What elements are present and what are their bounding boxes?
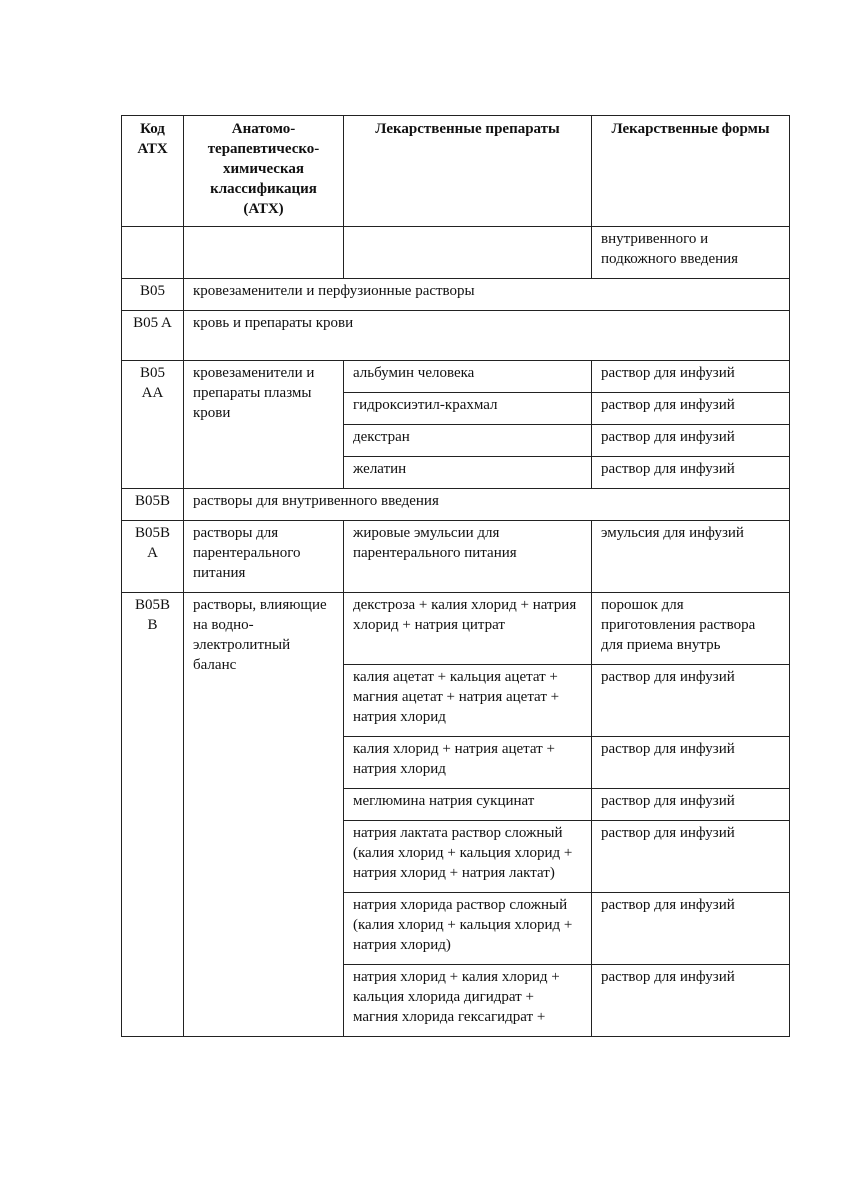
drug-name: гидроксиэтил-крахмал: [344, 393, 592, 425]
continuation-row: [122, 227, 790, 279]
drug-form: эмульсия для инфузий: [592, 521, 790, 593]
drug-name: желатин: [344, 457, 592, 489]
drug-form: раствор для инфузий: [592, 737, 790, 789]
group-code: B05: [122, 279, 184, 311]
header-classification: Анатомо-терапевтическо-химическая классификация (АТХ): [184, 116, 344, 227]
drug-form: раствор для инфузий: [592, 425, 790, 457]
group-name: кровезаменители и перфузионные растворы: [184, 279, 790, 311]
drug-form: раствор для инфузий: [592, 665, 790, 737]
drug-form: порошок для приготовления раствора для приема внутрь: [592, 593, 790, 665]
group-row-b05ba: [122, 521, 790, 593]
drug-form: раствор для инфузий: [592, 821, 790, 893]
group-name: растворы для парентерального питания: [184, 521, 344, 593]
group-row-b05aa: [122, 361, 790, 393]
table-cell: [344, 227, 592, 279]
table-cell: [122, 227, 184, 279]
drug-name: декстроза + калия хлорид + натрия хлорид + натрия цитрат: [344, 593, 592, 665]
drug-name: калия хлорид + натрия ацетат + натрия хлорид: [344, 737, 592, 789]
group-row-b05a: [122, 311, 790, 361]
group-code: B05 AA: [122, 361, 184, 489]
header-drugs: Лекарственные препараты: [344, 116, 592, 227]
drug-form: раствор для инфузий: [592, 789, 790, 821]
header-forms: Лекарственные формы: [592, 116, 790, 227]
group-name: кровь и препараты крови: [184, 311, 790, 361]
group-row-b05bb: [122, 593, 790, 665]
group-row-b05: [122, 279, 790, 311]
drug-name: декстран: [344, 425, 592, 457]
continuation-form: внутривенного и подкожного введения: [592, 227, 790, 279]
group-code: B05B: [122, 489, 184, 521]
drug-name: натрия хлорид + калия хлорид + кальция хлорида дигидрат + магния хлорида гексагидрат +: [344, 965, 592, 1037]
group-code: B05 A: [122, 311, 184, 361]
drug-form: раствор для инфузий: [592, 361, 790, 393]
group-row-b05b: [122, 489, 790, 521]
header-code: Код АТХ: [122, 116, 184, 227]
drug-form: раствор для инфузий: [592, 965, 790, 1037]
drug-form: раствор для инфузий: [592, 457, 790, 489]
table-header-row: [122, 116, 790, 227]
drug-name: жировые эмульсии для парентерального питания: [344, 521, 592, 593]
group-name: растворы, влияющие на водно-электролитный баланс: [184, 593, 344, 1037]
drug-name: калия ацетат + кальция ацетат + магния ацетат + натрия ацетат + натрия хлорид: [344, 665, 592, 737]
group-code: B05B B: [122, 593, 184, 1037]
drug-form: раствор для инфузий: [592, 893, 790, 965]
group-name: кровезаменители и препараты плазмы крови: [184, 361, 344, 489]
drug-name: меглюмина натрия сукцинат: [344, 789, 592, 821]
group-code: B05B A: [122, 521, 184, 593]
drug-form: раствор для инфузий: [592, 393, 790, 425]
drug-name: натрия хлорида раствор сложный (калия хлорид + кальция хлорид + натрия хлорид): [344, 893, 592, 965]
atc-drug-table: [121, 115, 790, 1037]
table-cell: [184, 227, 344, 279]
drug-name: альбумин человека: [344, 361, 592, 393]
drug-name: натрия лактата раствор сложный (калия хлорид + кальция хлорид + натрия хлорид + натрия лактат): [344, 821, 592, 893]
group-name: растворы для внутривенного введения: [184, 489, 790, 521]
